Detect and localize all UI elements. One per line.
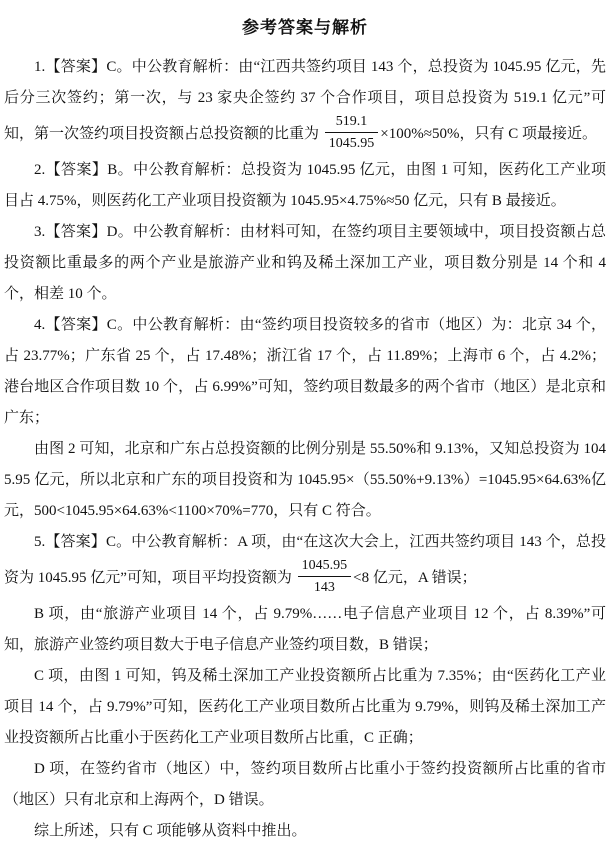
answer-5-c-text: C 项，由图 1 可知，钨及稀土深加工产业投资额所占比重为 7.35%；由“医药化工产业项目 14 个，占 9.79%”可知，医药化工产业项目数所占比重为 9.79%，则钨及稀土深加工产业投资额所占比重小于医药化工产业项目数所占比重，C 正确； <box>4 668 606 746</box>
page-title: 参考答案与解析 <box>242 18 368 37</box>
fraction-denominator: 1045.95 <box>328 136 375 151</box>
answer-4-text: 4.【答案】C。中公教育解析：由“签约项目投资较多的省市（地区）为：北京 34 个，占 23.77%；广东省 25 个，占 17.48%；浙江省 17 个，占 11.89%；上海市 6 个，占 4.2%；港台地区合作项目数 10 个，占 6.99%”可知，签约项目数最多的两个省市（地区）是北京和广东； <box>4 317 606 426</box>
answer-4-continued-text: 由图 2 可知，北京和广东占总投资额的比例分别是 55.50%和 9.13%，又知总投资为 1045.95 亿元，所以北京和广东的项目投资和为 1045.95×（55.50%+9.13%）=1045.95×64.63%亿元，500<1045.95×64.63%<1100×70%=770，只有 C 符合。 <box>4 441 606 519</box>
fraction-1045-over-143 <box>298 556 352 597</box>
answer-5-d-text: D 项，在签约省市（地区）中，签约项目数所占比重小于签约投资额所占比重的省市（地区）只有北京和上海两个，D 错误。 <box>4 761 606 808</box>
answer-5-b-text: B 项，由“旅游产业项目 14 个，占 9.79%……电子信息产业项目 12 个，占 8.39%”可知，旅游产业签约项目数大于电子信息产业签约项目数，B 错误； <box>4 606 606 653</box>
answer-4-paragraph <box>4 310 606 434</box>
answer-3-paragraph <box>4 217 606 310</box>
conclusion-text: 综上所述，只有 C 项能够从资料中推出。 <box>34 823 307 839</box>
fraction-519-over-1045 <box>325 112 379 153</box>
answer-5-a-text-post: <8 亿元，A 错误； <box>353 569 477 586</box>
answer-5-a-paragraph <box>4 527 606 599</box>
answer-1-text-pre: 1.【答案】C。中公教育解析：由“江西共签约项目 143 个，总投资为 1045.95 亿元，先后分三次签约；第一次，与 23 家央企签约 37 个合作项目，项目总投资为 519.1 亿元”可知，第一次签约项目投资额占总投资额的比重为 <box>4 59 606 142</box>
answer-5-c-paragraph <box>4 661 606 754</box>
answer-5-b-paragraph <box>4 599 606 661</box>
answer-2-paragraph <box>4 155 606 217</box>
fraction-numerator: 1045.95 <box>298 556 352 577</box>
answer-4-continued-paragraph <box>4 434 606 527</box>
fraction-denominator: 143 <box>313 580 335 595</box>
answer-1-paragraph <box>4 52 606 155</box>
answer-3-text: 3.【答案】D。中公教育解析：由材料可知，在签约项目主要领域中，项目投资额占总投资额比重最多的两个产业是旅游产业和钨及稀土深加工产业，项目数分别是 14 个和 4 个，相差 10 个。 <box>4 224 606 302</box>
answer-2-text: 2.【答案】B。中公教育解析：总投资为 1045.95 亿元，由图 1 可知，医药化工产业项目占 4.75%，则医药化工产业项目投资额为 1045.95×4.75%≈50 亿元，只有 B 最接近。 <box>4 162 606 209</box>
answer-5-d-paragraph <box>4 754 606 816</box>
fraction-numerator: 519.1 <box>325 112 379 133</box>
conclusion-paragraph <box>4 816 606 847</box>
answer-5-a-text-pre: 5.【答案】C。中公教育解析：A 项，由“在这次大会上，江西共签约项目 143 个，总投资为 1045.95 亿元”可知，项目平均投资额为 <box>4 534 606 586</box>
answer-1-text-post: ×100%≈50%，只有 C 项最接近。 <box>380 125 597 142</box>
